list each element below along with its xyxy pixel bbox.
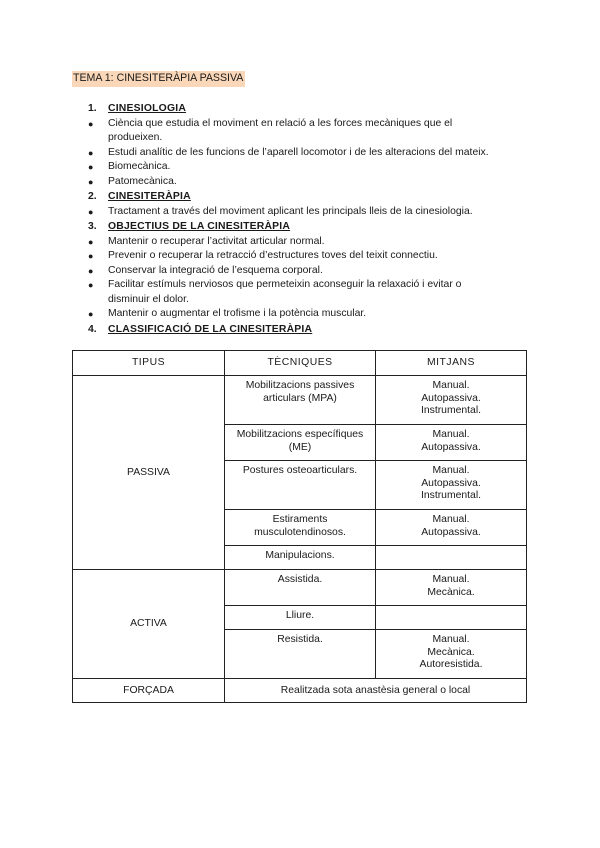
list-item-text: Mantenir o recuperar l’activitat articular normal. bbox=[108, 235, 325, 247]
column-header-mitjans: MITJANS bbox=[376, 351, 527, 376]
bullet-icon: ● bbox=[88, 251, 94, 261]
forcada-description: Realitzada sota anastèsia general o local bbox=[225, 679, 527, 703]
list-item-text: Facilitar estímuls nerviosos que permeteixin aconseguir la relaxació i evitar o bbox=[108, 279, 462, 290]
means-cell: Manual. Autopassiva. Instrumental. bbox=[376, 376, 527, 425]
list-item-text: Conservar la integració de l’esquema corporal. bbox=[108, 264, 323, 276]
bullet-icon: ● bbox=[88, 206, 94, 217]
bullet-icon: ● bbox=[88, 236, 94, 247]
section-number: 3. bbox=[88, 221, 97, 232]
type-cell-activa: ACTIVA bbox=[73, 570, 225, 679]
technique-cell: Lliure. bbox=[225, 606, 376, 630]
technique-cell: Mobilitzacions específiques (ME) bbox=[225, 425, 376, 461]
section-title: CINESIOLOGIA bbox=[108, 103, 187, 114]
table-header-row bbox=[73, 351, 527, 376]
list-item-text: disminuir el dolor. bbox=[108, 293, 189, 305]
list-item-text: Mantenir o augmentar el trofisme i la potència muscular. bbox=[108, 308, 367, 319]
bullet-icon: ● bbox=[88, 309, 94, 319]
list-item bbox=[88, 264, 528, 279]
bullet-icon: ● bbox=[88, 176, 94, 187]
means-cell: Manual. Autopassiva. bbox=[376, 510, 527, 546]
bullet-icon: ● bbox=[88, 147, 94, 158]
list-item bbox=[88, 249, 528, 264]
list-item bbox=[88, 146, 528, 161]
section-number: 1. bbox=[88, 103, 97, 114]
technique-cell: Manipulacions. bbox=[225, 546, 376, 570]
section-number: 4. bbox=[88, 323, 97, 335]
list-item bbox=[88, 175, 528, 190]
means-cell-empty bbox=[376, 606, 527, 630]
notes-content bbox=[88, 101, 528, 337]
list-item bbox=[88, 307, 528, 322]
technique-cell: Assistida. bbox=[225, 570, 376, 606]
column-header-tipus: TIPUS bbox=[73, 351, 225, 376]
technique-cell: Resistida. bbox=[225, 630, 376, 679]
section-title: CINESITERÀPIA bbox=[108, 191, 191, 202]
bullet-icon: ● bbox=[88, 280, 94, 290]
list-item bbox=[88, 205, 528, 220]
means-cell: Manual. Autopassiva. Instrumental. bbox=[376, 461, 527, 510]
list-item bbox=[88, 235, 528, 250]
technique-cell: Postures osteoarticulars. bbox=[225, 461, 376, 510]
bullet-icon: ● bbox=[88, 118, 94, 129]
list-item-text: Patomecànica. bbox=[108, 175, 177, 187]
technique-cell: Mobilitzacions passives articulars (MPA) bbox=[225, 376, 376, 425]
table-row bbox=[73, 376, 527, 425]
list-item bbox=[88, 117, 528, 146]
page-title: TEMA 1: CINESITERÀPIA PASSIVA bbox=[72, 71, 245, 87]
type-cell-passiva: PASSIVA bbox=[73, 376, 225, 570]
section-heading-cinesiterapia bbox=[88, 190, 528, 205]
means-cell-empty bbox=[376, 546, 527, 570]
list-item-text: Biomecànica. bbox=[108, 161, 171, 172]
type-cell-forcada: FORÇADA bbox=[73, 679, 225, 703]
bullet-icon: ● bbox=[88, 265, 94, 276]
list-item-text: Prevenir o recuperar la retracció d’estructures toves del teixit connectiu. bbox=[108, 250, 438, 261]
column-header-tecniques: TÈCNIQUES bbox=[225, 351, 376, 376]
means-cell: Manual. Mecànica. bbox=[376, 570, 527, 606]
section-title: OBJECTIUS DE LA CINESITERÀPIA bbox=[108, 221, 291, 232]
table-row bbox=[73, 570, 527, 606]
list-item-text: Estudi analític de les funcions de l’aparell locomotor i de les alteracions del mateix. bbox=[108, 146, 489, 158]
section-number: 2. bbox=[88, 191, 97, 202]
section-heading-objectius bbox=[88, 220, 528, 235]
technique-cell: Estiraments musculotendinosos. bbox=[225, 510, 376, 546]
classification-table bbox=[72, 350, 527, 703]
list-item bbox=[88, 278, 528, 307]
list-item-text: Tractament a través del moviment aplicant les principals lleis de la cinesiologia. bbox=[108, 205, 473, 217]
bullet-icon: ● bbox=[88, 162, 94, 172]
list-item-text: produeixen. bbox=[108, 132, 163, 143]
section-heading-cinesiologia bbox=[88, 102, 528, 117]
means-cell: Manual. Autopassiva. bbox=[376, 425, 527, 461]
list-item-text: Ciència que estudia el moviment en relació a les forces mecàniques que el bbox=[108, 117, 453, 129]
list-item bbox=[88, 160, 528, 175]
table-row bbox=[73, 679, 527, 703]
means-cell: Manual. Mecànica. Autoresistida. bbox=[376, 630, 527, 679]
section-heading-classificacio bbox=[88, 323, 528, 338]
section-title: CLASSIFICACIÓ DE LA CINESITERÀPIA bbox=[108, 323, 313, 335]
